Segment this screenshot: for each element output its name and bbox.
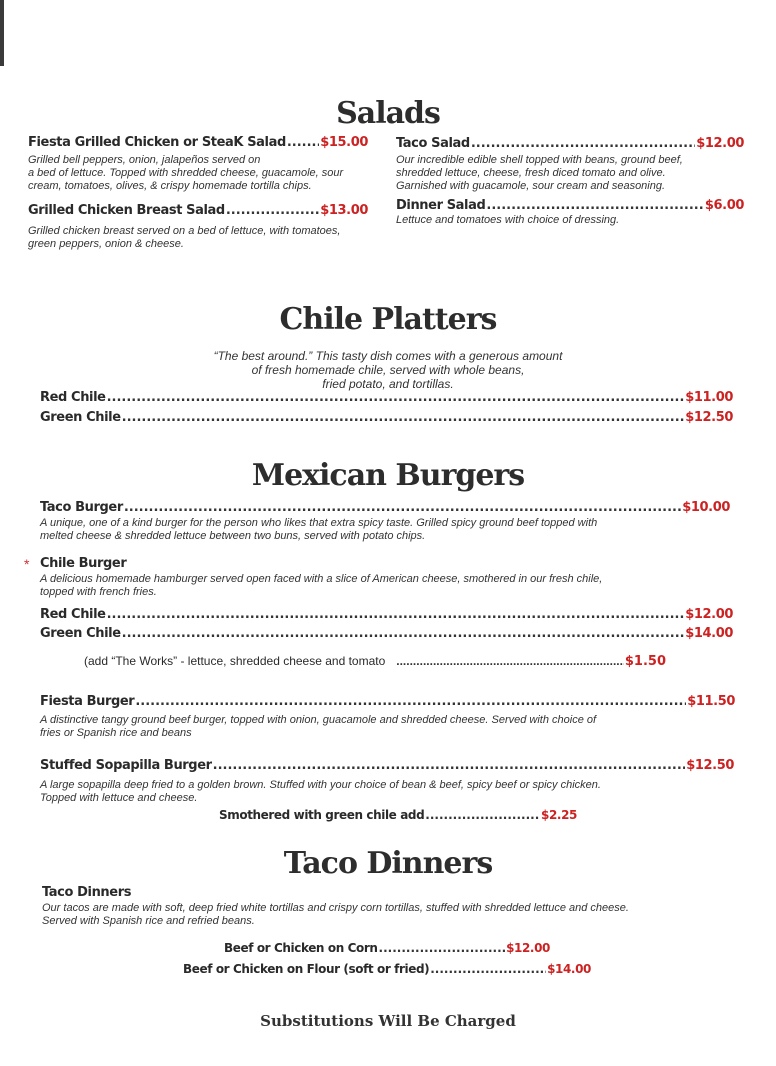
item-price: $12.50 (686, 758, 734, 773)
item-price: $14.00 (547, 962, 591, 976)
item-price: $12.00 (696, 136, 744, 151)
leader-dots (124, 500, 681, 515)
item-price: $12.50 (685, 410, 733, 425)
menu-item-taco-flour (183, 962, 591, 976)
taco-dinners-subtitle: Taco Dinners (42, 885, 132, 900)
leader-dots (135, 694, 686, 709)
item-price: $11.50 (687, 694, 735, 709)
item-description: Lettuce and tomatoes with choice of dressing. (396, 214, 620, 226)
menu-item-stuffed-sopapilla-burger (40, 758, 734, 773)
menu-item-dinner-salad (396, 198, 744, 213)
leader-dots (471, 136, 695, 151)
salads-title: Salads (336, 96, 440, 131)
leader-dots (396, 654, 624, 668)
menu-item-grilled-chicken-salad (28, 203, 368, 218)
item-price: $11.00 (685, 390, 733, 405)
menu-item-green-chile-burger (40, 626, 733, 641)
leader-dots (379, 941, 506, 955)
page-edge-mark (0, 0, 4, 66)
menu-item-taco-burger (40, 500, 730, 515)
item-name: Beef or Chicken on Flour (soft or fried) (183, 962, 430, 976)
item-description: A large sopapilla deep fried to a golden brown. Stuffed with your choice of bean & beef, spicy beef or spicy chicken. Topped with lettuce and cheese. (40, 779, 601, 804)
menu-item-fiesta-burger (40, 694, 735, 709)
item-name: Smothered with green chile add (219, 808, 425, 822)
leader-dots (287, 135, 319, 150)
menu-item-fiesta-salad (28, 135, 368, 150)
item-name: Red Chile (40, 390, 106, 405)
leader-dots (213, 758, 686, 773)
item-name: Green Chile (40, 626, 121, 641)
item-price: $2.25 (541, 808, 577, 822)
item-name: Grilled Chicken Breast Salad (28, 203, 225, 218)
item-price: $14.00 (685, 626, 733, 641)
item-price: $12.00 (506, 941, 550, 955)
item-price: $13.00 (320, 203, 368, 218)
item-name: Fiesta Grilled Chicken or SteaK Salad (28, 135, 286, 150)
item-description: Grilled bell peppers, onion, jalapeños served on a bed of lettuce. Topped with shredded cheese, guacamole, sour cream, tomatoes, olives, & crispy homemade tortilla chips. (28, 154, 344, 192)
menu-item-red-chile-burger (40, 607, 733, 622)
item-name: (add “The Works” - lettuce, shredded cheese and tomato (84, 654, 386, 668)
menu-item-smothered-addon (219, 808, 577, 822)
mexican-burgers-title: Mexican Burgers (251, 458, 525, 493)
item-description: A unique, one of a kind burger for the person who likes that extra spicy taste. Grilled spicy ground beef topped with melted cheese & shredded lettuce between two buns, served with potato chips. (40, 517, 598, 542)
asterisk-icon: * (24, 556, 30, 572)
chile-burger-name: Chile Burger (40, 556, 127, 571)
item-name: Dinner Salad (396, 198, 486, 213)
leader-dots (486, 198, 703, 213)
menu-item-green-chile-platter (40, 410, 733, 425)
item-description: A delicious homemade hamburger served open faced with a slice of American cheese, smothered in our fresh chile, topped with french fries. (40, 573, 603, 598)
menu-item-the-works (84, 654, 666, 669)
chile-platters-intro: “The best around.” This tasty dish comes with a generous amount of fresh homemade chile, served with whole beans, fried potato, and tortillas. (213, 349, 563, 391)
leader-dots (425, 808, 540, 822)
item-name: Beef or Chicken on Corn (224, 941, 378, 955)
item-description: Grilled chicken breast served on a bed of lettuce, with tomatoes, green peppers, onion & cheese. (28, 225, 341, 250)
leader-dots (122, 626, 685, 641)
item-price: $6.00 (704, 198, 744, 213)
leader-dots (107, 607, 685, 622)
item-description: A distinctive tangy ground beef burger, topped with onion, guacamole and shredded cheese. Served with choice of fries or Spanish rice and beans (40, 714, 597, 739)
item-price: $12.00 (685, 607, 733, 622)
leader-dots (107, 390, 685, 405)
item-price: $10.00 (682, 500, 730, 515)
menu-item-red-chile-platter (40, 390, 733, 405)
leader-dots (226, 203, 319, 218)
leader-dots (122, 410, 685, 425)
substitutions-notice: Substitutions Will Be Charged (260, 1012, 516, 1030)
item-description: Our tacos are made with soft, deep fried white tortillas and crispy corn tortillas, stuffed with shredded lettuce and cheese. Served with Spanish rice and refried beans. (42, 902, 629, 927)
leader-dots (430, 962, 546, 976)
menu-item-taco-corn (224, 941, 550, 955)
chile-platters-title: Chile Platters (279, 302, 497, 337)
item-price: $15.00 (320, 135, 368, 150)
item-name: Taco Salad (396, 136, 470, 151)
menu-item-taco-salad (396, 136, 744, 151)
taco-dinners-title: Taco Dinners (283, 846, 493, 881)
item-price: $1.50 (624, 654, 666, 669)
item-description: Our incredible edible shell topped with beans, ground beef, shredded lettuce, cheese, fresh diced tomato and olive. Garnished with guacamole, sour cream and seasoning. (396, 154, 683, 192)
item-name: Taco Burger (40, 500, 123, 515)
item-name: Green Chile (40, 410, 121, 425)
item-name: Red Chile (40, 607, 106, 622)
item-name: Stuffed Sopapilla Burger (40, 758, 212, 773)
item-name: Fiesta Burger (40, 694, 135, 709)
